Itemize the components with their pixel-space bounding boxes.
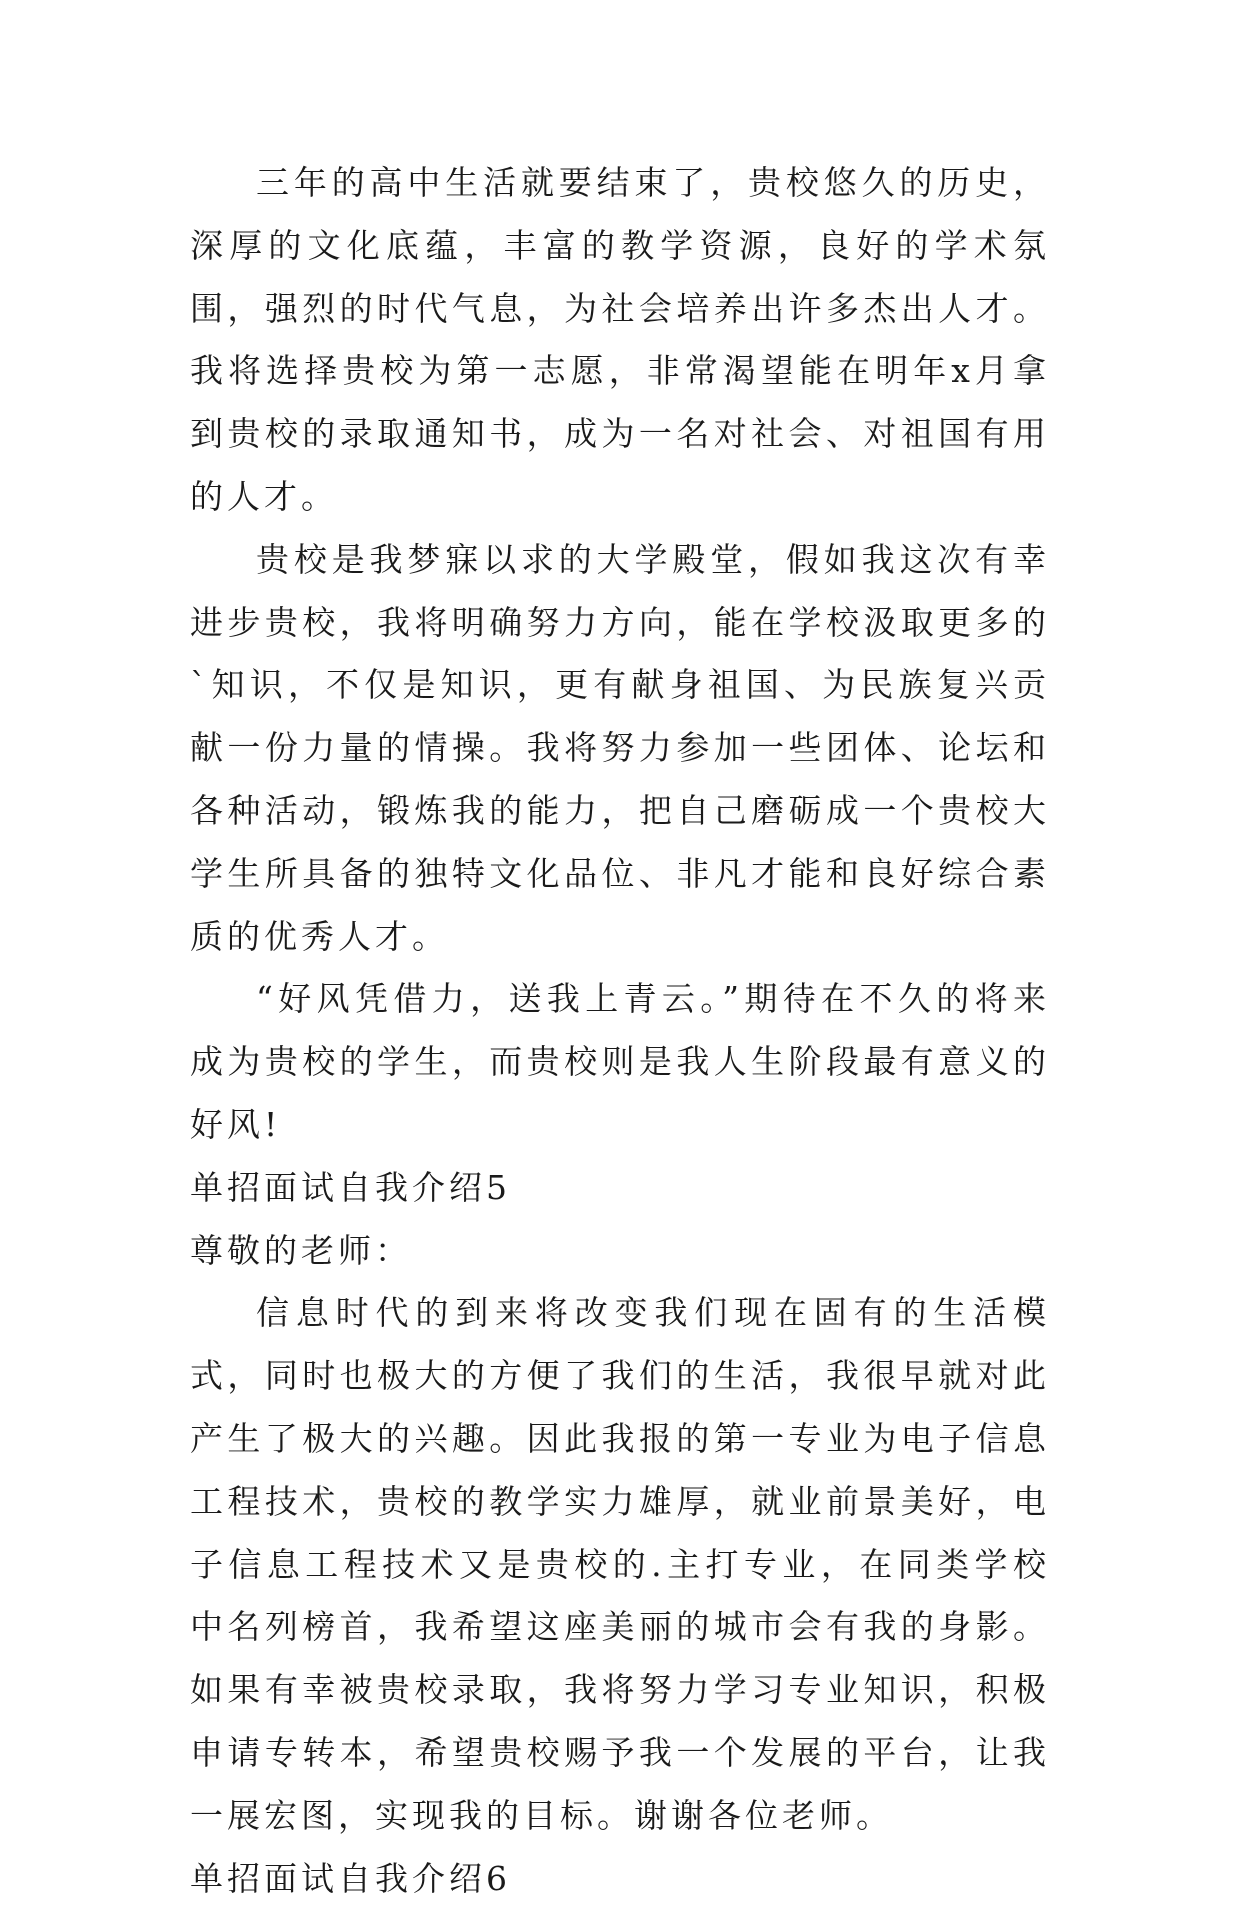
document-body bbox=[190, 152, 1050, 1910]
paragraph-good-wind-quote: “好风凭借力，送我上青云。”期待在不久的将来成为贵校的学生，而贵校则是我人生阶段最有意义的好风! bbox=[190, 979, 1050, 1144]
paragraph-information-age: 信息时代的到来将改变我们现在固有的生活模式，同时也极大的方便了我们的生活，我很早就对此产生了极大的兴趣。因此我报的第一专业为电子信息工程技术，贵校的教学实力雄厚，就业前景美好，电子信息工程技术又是贵校的.主打专业，在同类学校中名列榜首，我希望这座美丽的城市会有我的身影。如果有幸被贵校录取，我将努力学习专业知识，积极申请专转本，希望贵校赐予我一个发展的平台，让我一展宏图，实现我的目标。谢谢各位老师。 bbox=[190, 1293, 1050, 1835]
section-heading-5: 单招面试自我介绍5 bbox=[190, 1167, 511, 1207]
section-heading-6: 单招面试自我介绍6 bbox=[190, 1858, 511, 1898]
paragraph-school-history: 三年的高中生活就要结束了，贵校悠久的历史，深厚的文化底蕴，丰富的教学资源，良好的学术氛围，强烈的时代气息，为社会培养出许多杰出人才。我将选择贵校为第一志愿，非常渴望能在明年x月拿到贵校的录取通知书，成为一名对社会、对祖国有用的人才。 bbox=[190, 163, 1050, 516]
salutation: 尊敬的老师： bbox=[190, 1230, 412, 1270]
paragraph-dream-university: 贵校是我梦寐以求的大学殿堂，假如我这次有幸进步贵校，我将明确努力方向，能在学校汲取更多的`知识，不仅是知识，更有献身祖国、为民族复兴贡献一份力量的情操。我将努力参加一些团体、论坛和各种活动，锻炼我的能力，把自己磨砺成一个贵校大学生所具备的独特文化品位、非凡才能和良好综合素质的优秀人才。 bbox=[190, 539, 1050, 956]
